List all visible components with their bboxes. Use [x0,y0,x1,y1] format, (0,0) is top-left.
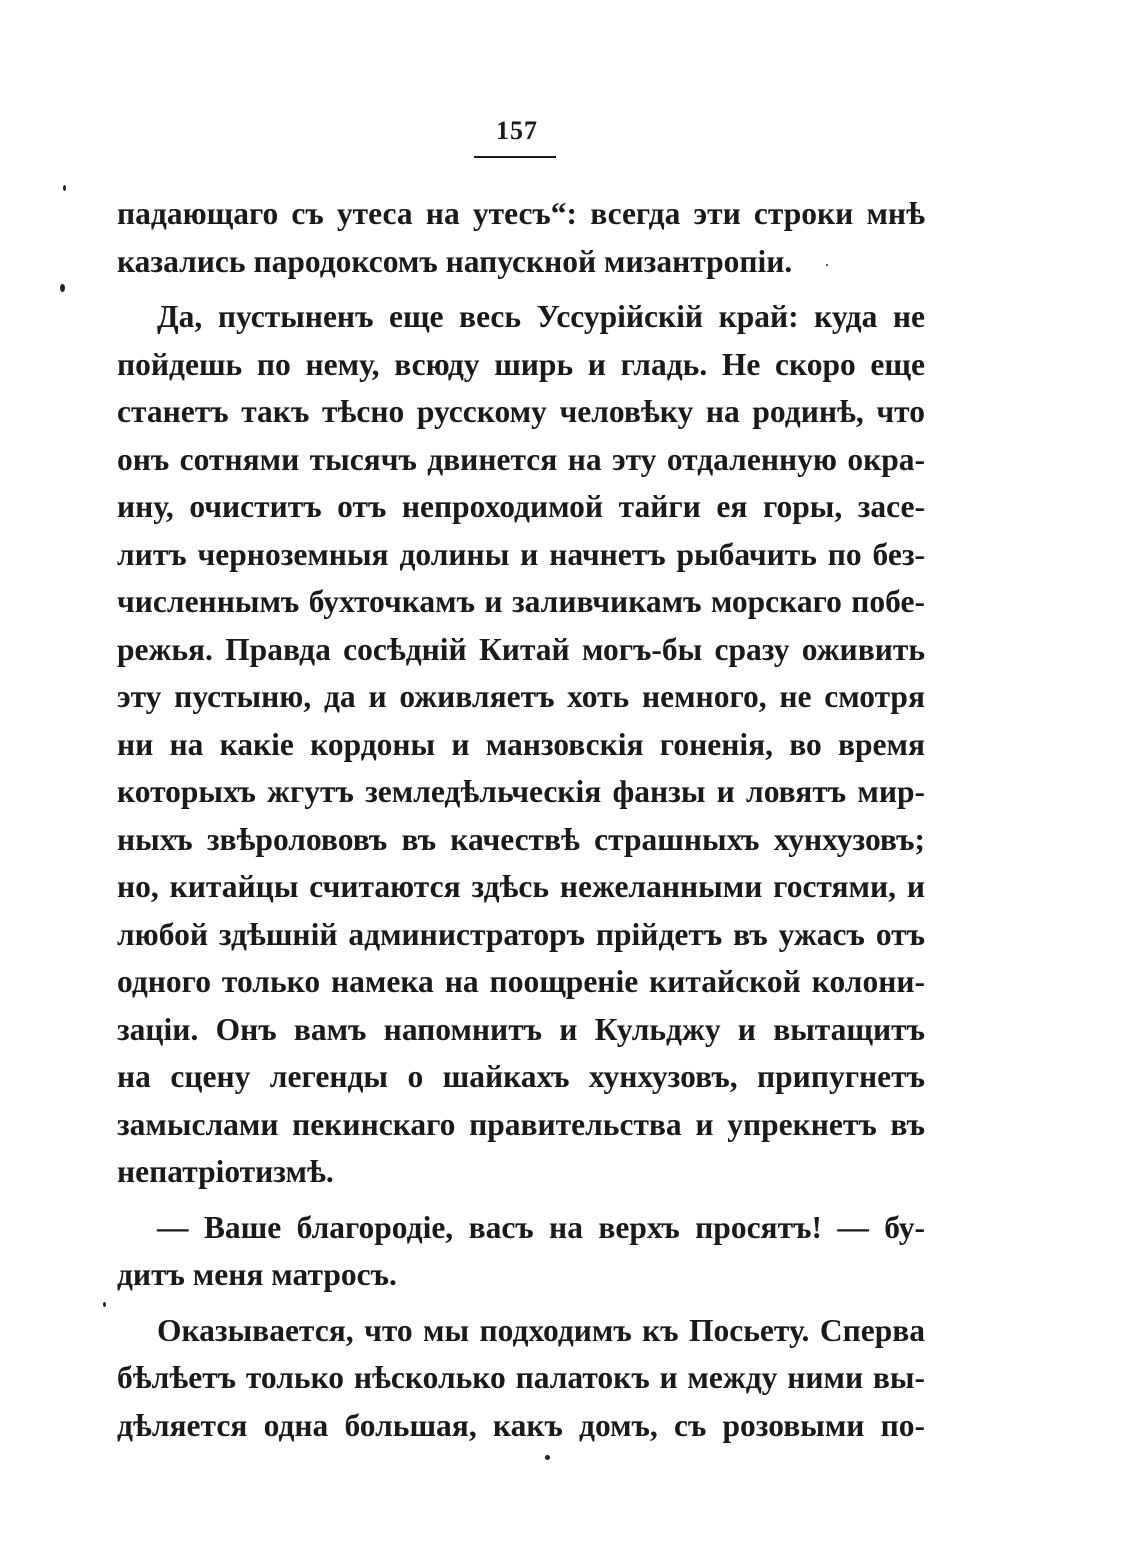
scan-speck [60,284,65,292]
text-line: онъ сотнями тысячъ двинется на эту отдаленную окра- [117,441,925,477]
text-line: Оказывается, что мы подходимъ къ Посьету. Сперва [157,1312,925,1348]
paragraph [117,1307,925,1450]
text-line: бѣлѣетъ только нѣсколько палатокъ и между ними вы- [117,1360,925,1395]
text-line: ныхъ звѣролововъ въ качествѣ страшныхъ хунхузовъ; [117,821,925,857]
text-line: ни на какіе кордоны и манзовскія гоненія, во время [117,726,925,762]
text-line: литъ черноземныя долины и начнетъ рыбачить по без- [117,536,925,572]
scan-speck [103,1302,106,1307]
paragraph [117,1204,925,1299]
paragraph-gap [117,1299,925,1307]
paragraph-gap [117,1196,925,1204]
paragraph-gap [117,285,925,293]
text-line: ину, очиститъ отъ непроходимой тайги ея горы, засе- [117,489,925,524]
scan-speck [826,264,828,266]
text-line: режья. Правда сосѣдній Китай могъ-бы сразу оживить [117,631,925,667]
text-line: — Ваше благородіе, васъ на верхъ просятъ! — бу- [157,1209,925,1245]
scan-speck [63,185,66,191]
paragraph [117,190,925,285]
text-line: на сцену легенды о шайкахъ хунхузовъ, припугнетъ [117,1059,925,1094]
paragraph [117,293,925,1196]
text-line: дѣляется одна большая, какъ домъ, съ розовыми по- [117,1407,925,1443]
page-number: 157 [496,116,538,145]
text-line: непатріотизмѣ. [117,1154,334,1189]
text-line: численнымъ бухточкамъ и заливчикамъ морскаго побе- [117,584,925,619]
body-text [117,190,925,1449]
scan-speck [545,1455,550,1460]
text-line: падающаго съ утеса на утесъ“: всегда эти строки мнѣ [117,196,925,231]
page-number-rule [474,156,556,158]
text-line: замыслами пекинскаго правительства и упрекнетъ въ [117,1106,925,1142]
text-line: пойдешь по нему, всюду ширь и гладь. Не скоро еще [117,346,925,382]
text-line: любой здѣшній администраторъ прійдетъ въ ужасъ отъ [117,916,925,952]
text-line: эту пустыню, да и оживляетъ хоть немного, не смотря [117,679,925,714]
text-line: дитъ меня матросъ. [117,1257,397,1292]
text-line: Да, пустыненъ еще весь Уссурійскій край: куда не [157,299,925,334]
text-line: одного только намека на поощреніе китайской колони- [117,964,925,999]
text-line: казались пародоксомъ напускной мизантропіи. [117,243,793,279]
text-line: станетъ такъ тѣсно русскому человѣку на родинѣ, что [117,394,925,429]
text-line: которыхъ жгутъ земледѣльческія фанзы и ловятъ мир- [117,774,925,809]
text-line: заціи. Онъ вамъ напомнитъ и Кульджу и вытащитъ [117,1011,925,1047]
text-line: но, китайцы считаются здѣсь нежеланными гостями, и [117,869,925,904]
